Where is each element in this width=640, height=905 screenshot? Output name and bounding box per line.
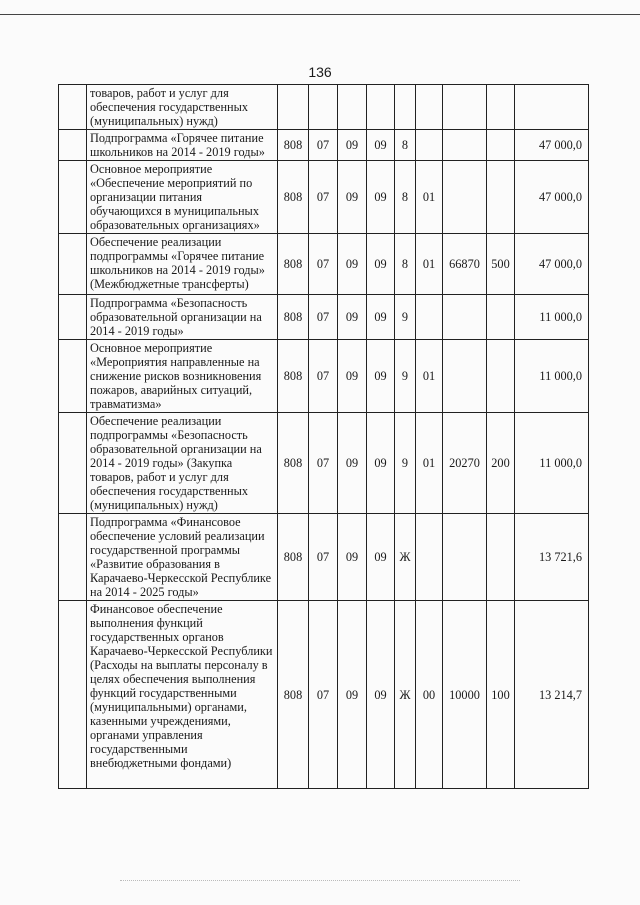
table-row <box>59 234 589 295</box>
amount-cell: 11 000,0 <box>515 413 589 514</box>
table-body <box>59 85 589 789</box>
item-name-cell: Обеспечение реализации подпрограммы «Горячее питание школьников на 2014 - 2019 годы» (Межбюджетные трансферты) <box>87 234 278 295</box>
code-cell-c3: 09 <box>338 340 367 413</box>
code-cell-c7 <box>443 514 487 601</box>
table-row <box>59 85 589 130</box>
code-cell-c7 <box>443 340 487 413</box>
code-cell-c4: 09 <box>367 130 395 161</box>
code-cell-c8 <box>487 130 515 161</box>
item-name-cell: Обеспечение реализации подпрограммы «Безопасность образовательной организации на 2014 - 2019 годы» (Закупка товаров, работ и услуг для обеспечения государственных (муниципальных) нужд) <box>87 413 278 514</box>
code-cell-c5: 8 <box>395 161 416 234</box>
code-cell-c3: 09 <box>338 234 367 295</box>
code-cell-c1: 808 <box>278 514 309 601</box>
amount-cell <box>515 85 589 130</box>
amount-cell: 13 721,6 <box>515 514 589 601</box>
code-cell-c8 <box>487 85 515 130</box>
code-cell-c5: Ж <box>395 514 416 601</box>
code-cell-c1: 808 <box>278 130 309 161</box>
amount-cell: 11 000,0 <box>515 340 589 413</box>
code-cell-c2: 07 <box>309 340 338 413</box>
code-cell-c5: Ж <box>395 601 416 789</box>
table-row <box>59 161 589 234</box>
code-cell-c1: 808 <box>278 295 309 340</box>
code-cell-c4: 09 <box>367 295 395 340</box>
row-index-cell <box>59 161 87 234</box>
code-cell-c4: 09 <box>367 161 395 234</box>
item-name-cell: товаров, работ и услуг для обеспечения государственных (муниципальных) нужд) <box>87 85 278 130</box>
code-cell-c1: 808 <box>278 601 309 789</box>
code-cell-c6: 01 <box>416 340 443 413</box>
row-index-cell <box>59 85 87 130</box>
code-cell-c2: 07 <box>309 514 338 601</box>
code-cell-c8: 100 <box>487 601 515 789</box>
row-index-cell <box>59 413 87 514</box>
code-cell-c5: 9 <box>395 413 416 514</box>
row-index-cell <box>59 514 87 601</box>
code-cell-c2 <box>309 85 338 130</box>
budget-table <box>58 84 589 789</box>
code-cell-c7: 10000 <box>443 601 487 789</box>
code-cell-c5: 8 <box>395 130 416 161</box>
code-cell-c7 <box>443 85 487 130</box>
amount-cell: 47 000,0 <box>515 234 589 295</box>
code-cell-c5: 9 <box>395 295 416 340</box>
code-cell-c1 <box>278 85 309 130</box>
code-cell-c4: 09 <box>367 340 395 413</box>
table-row <box>59 601 589 789</box>
amount-cell: 13 214,7 <box>515 601 589 789</box>
row-index-cell <box>59 295 87 340</box>
code-cell-c6: 01 <box>416 413 443 514</box>
amount-cell: 47 000,0 <box>515 161 589 234</box>
code-cell-c2: 07 <box>309 295 338 340</box>
table-row <box>59 413 589 514</box>
code-cell-c3: 09 <box>338 161 367 234</box>
code-cell-c3: 09 <box>338 514 367 601</box>
code-cell-c2: 07 <box>309 413 338 514</box>
code-cell-c1: 808 <box>278 413 309 514</box>
code-cell-c3: 09 <box>338 130 367 161</box>
code-cell-c5: 8 <box>395 234 416 295</box>
code-cell-c2: 07 <box>309 161 338 234</box>
code-cell-c2: 07 <box>309 130 338 161</box>
code-cell-c6 <box>416 85 443 130</box>
item-name-cell: Основное мероприятие «Обеспечение мероприятий по организации питания обучающихся в муниципальных образовательных организациях» <box>87 161 278 234</box>
code-cell-c5: 9 <box>395 340 416 413</box>
scan-artifact-line <box>120 880 520 882</box>
code-cell-c8 <box>487 340 515 413</box>
code-cell-c1: 808 <box>278 234 309 295</box>
code-cell-c6: 01 <box>416 161 443 234</box>
code-cell-c4: 09 <box>367 514 395 601</box>
code-cell-c6 <box>416 130 443 161</box>
amount-cell: 11 000,0 <box>515 295 589 340</box>
code-cell-c8: 200 <box>487 413 515 514</box>
row-index-cell <box>59 130 87 161</box>
code-cell-c7 <box>443 295 487 340</box>
item-name-cell: Подпрограмма «Безопасность образовательной организации на 2014 - 2019 годы» <box>87 295 278 340</box>
page-number: 136 <box>308 64 332 80</box>
code-cell-c8 <box>487 295 515 340</box>
code-cell-c7 <box>443 161 487 234</box>
item-name-cell: Подпрограмма «Горячее питание школьников на 2014 - 2019 годы» <box>87 130 278 161</box>
item-name-cell: Финансовое обеспечение выполнения функций государственных органов Карачаево-Черкесской Республики (Расходы на выплаты персоналу в целях обеспечения выполнения функций государственными (муниципальными) органами, казенными учреждениями, органами управления государственными внебюджетными фондами) <box>87 601 278 789</box>
table-row <box>59 295 589 340</box>
code-cell-c3: 09 <box>338 601 367 789</box>
code-cell-c6: 00 <box>416 601 443 789</box>
code-cell-c2: 07 <box>309 234 338 295</box>
code-cell-c1: 808 <box>278 340 309 413</box>
code-cell-c4: 09 <box>367 601 395 789</box>
code-cell-c3: 09 <box>338 295 367 340</box>
code-cell-c1: 808 <box>278 161 309 234</box>
code-cell-c8 <box>487 514 515 601</box>
code-cell-c7: 66870 <box>443 234 487 295</box>
code-cell-c7 <box>443 130 487 161</box>
row-index-cell <box>59 340 87 413</box>
item-name-cell: Основное мероприятие «Мероприятия направленные на снижение рисков возникновения пожаров, аварийных ситуаций, травматизма» <box>87 340 278 413</box>
top-rule <box>0 14 640 15</box>
code-cell-c8 <box>487 161 515 234</box>
code-cell-c4 <box>367 85 395 130</box>
code-cell-c4: 09 <box>367 234 395 295</box>
code-cell-c7: 20270 <box>443 413 487 514</box>
code-cell-c6 <box>416 514 443 601</box>
table-row <box>59 514 589 601</box>
code-cell-c2: 07 <box>309 601 338 789</box>
item-name-cell: Подпрограмма «Финансовое обеспечение условий реализации государственной программы «Развитие образования в Карачаево-Черкесской Республике на 2014 - 2025 годы» <box>87 514 278 601</box>
table-row <box>59 340 589 413</box>
code-cell-c3 <box>338 85 367 130</box>
code-cell-c4: 09 <box>367 413 395 514</box>
code-cell-c8: 500 <box>487 234 515 295</box>
amount-cell: 47 000,0 <box>515 130 589 161</box>
row-index-cell <box>59 234 87 295</box>
table-row <box>59 130 589 161</box>
code-cell-c5 <box>395 85 416 130</box>
row-index-cell <box>59 601 87 789</box>
code-cell-c6: 01 <box>416 234 443 295</box>
code-cell-c3: 09 <box>338 413 367 514</box>
code-cell-c6 <box>416 295 443 340</box>
